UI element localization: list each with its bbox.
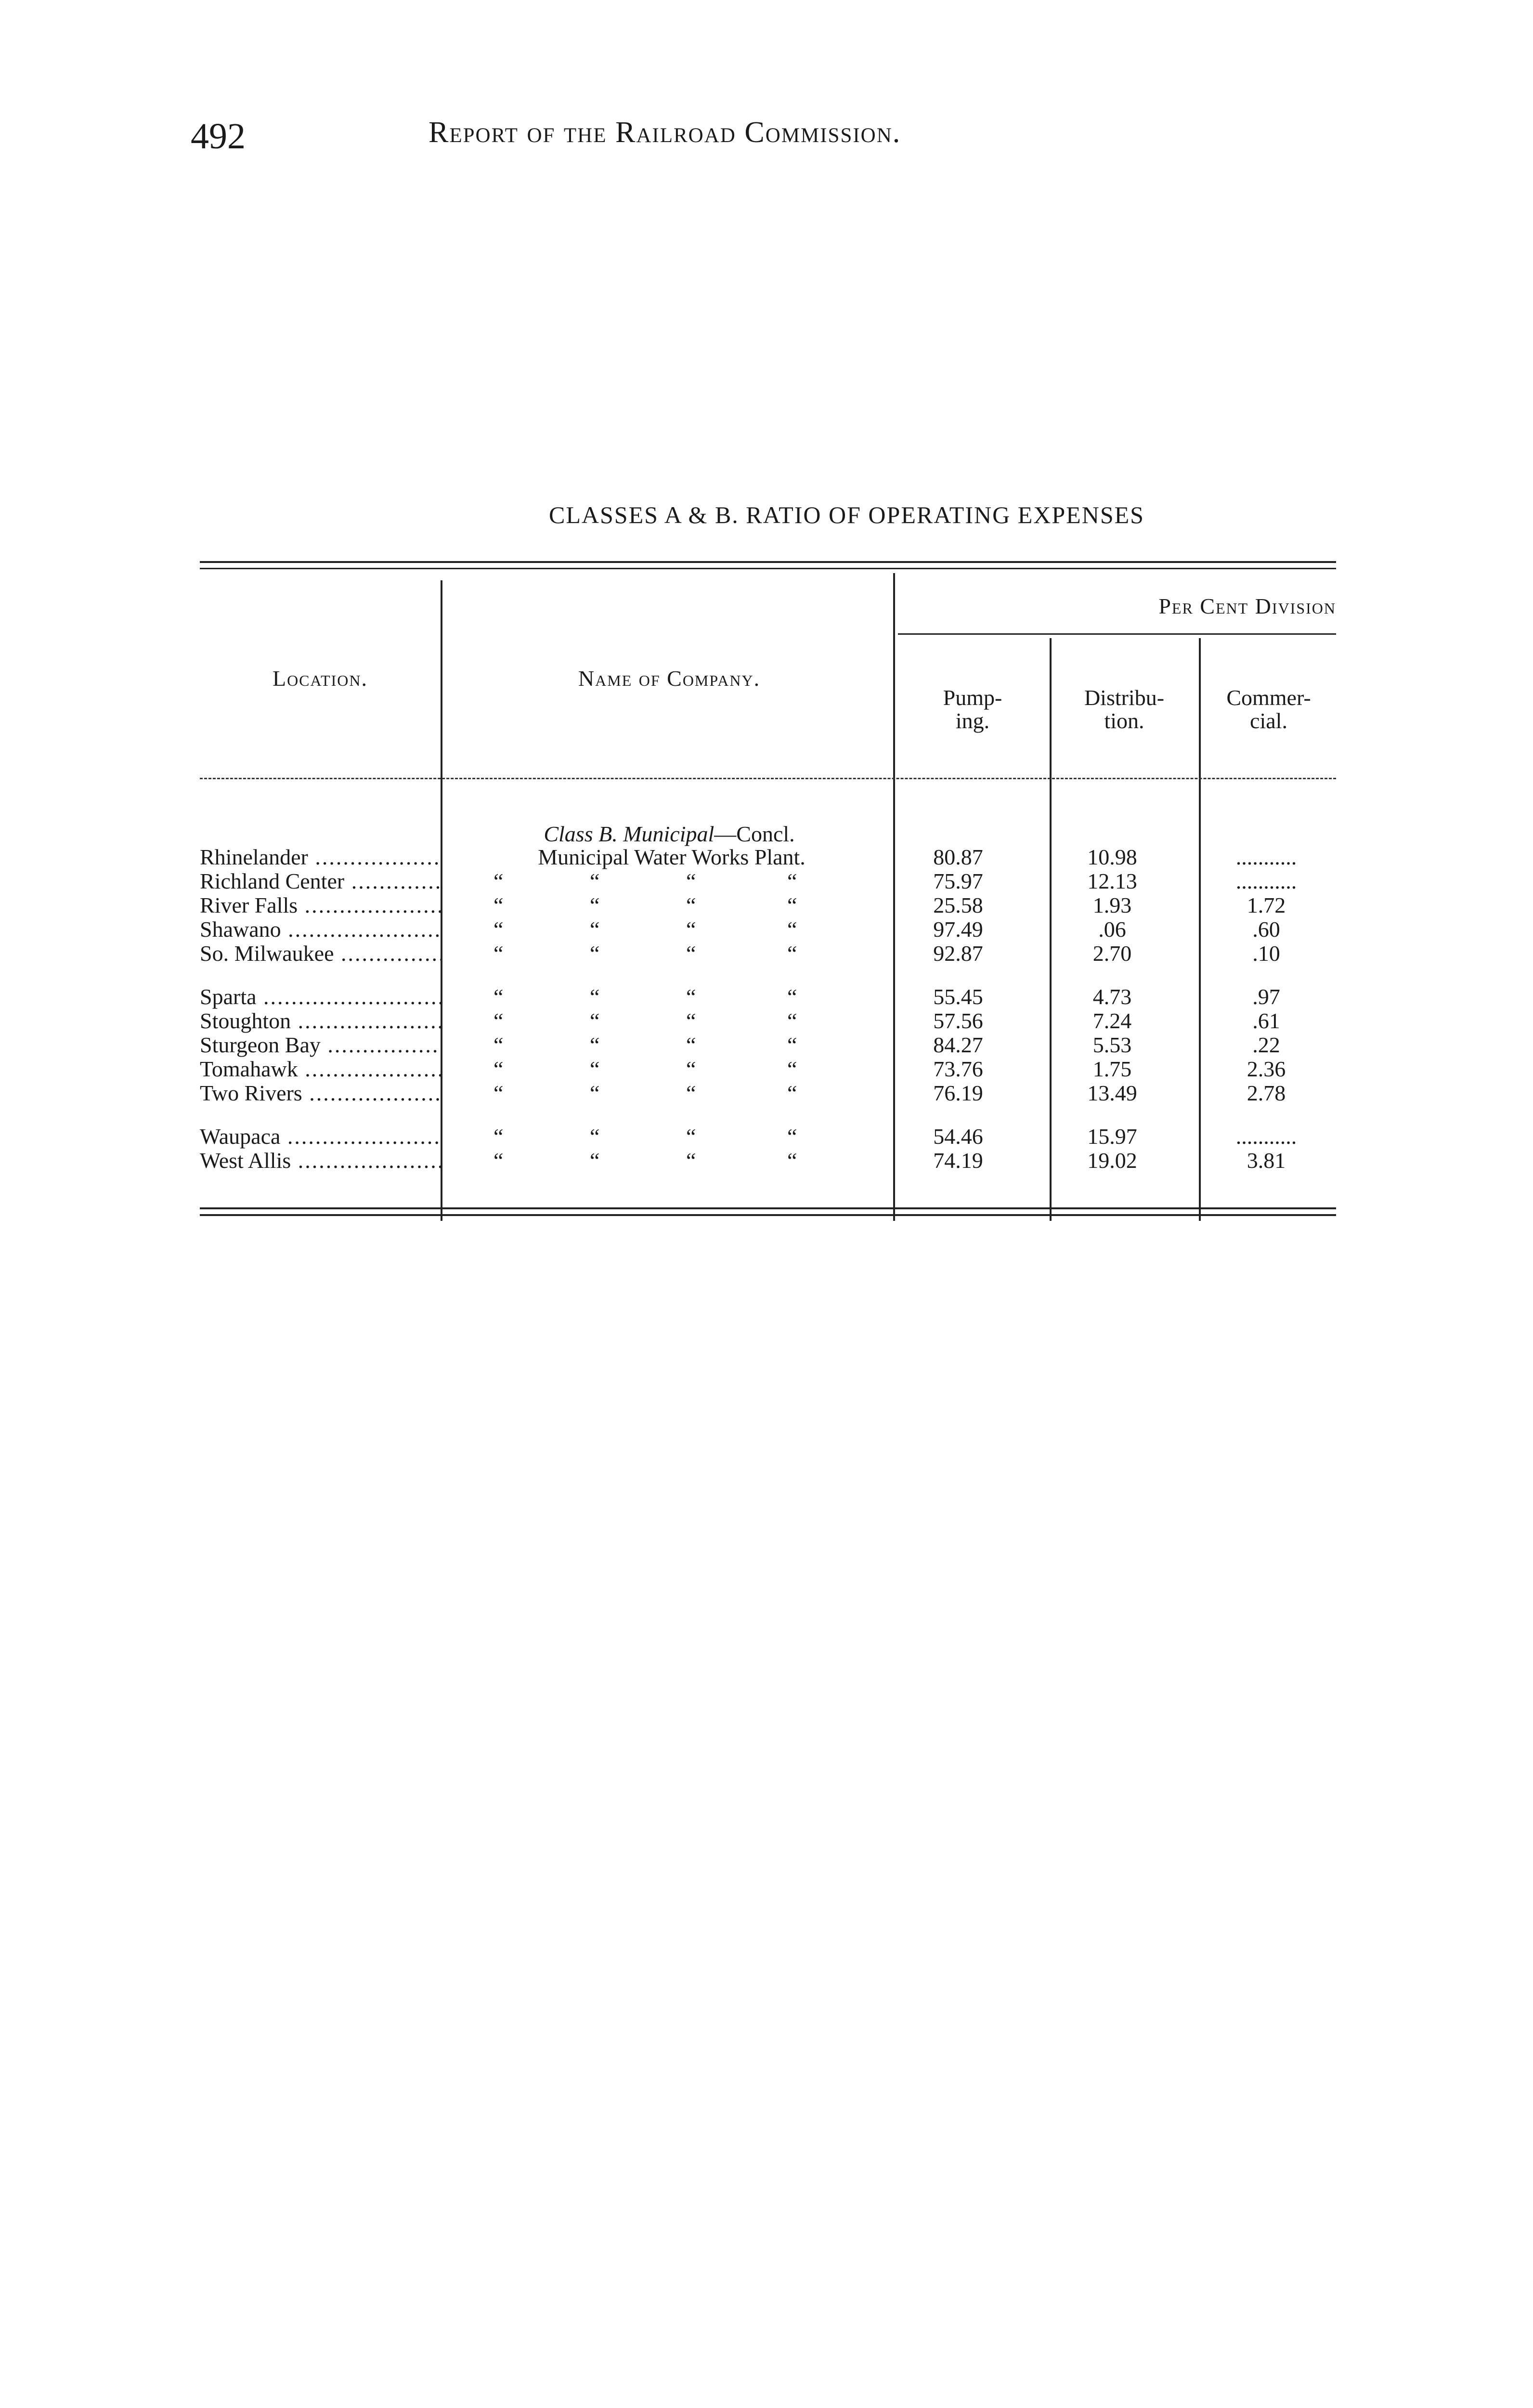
commercial-cell: 1.72 xyxy=(1247,893,1286,917)
ditto-mark: “ xyxy=(590,869,600,893)
table-row xyxy=(200,1081,1336,1105)
ditto-mark: “ xyxy=(787,917,797,942)
commercial-cell: ........... xyxy=(1235,845,1297,869)
commercial-cell: 2.78 xyxy=(1247,1081,1286,1105)
location-cell: Sturgeon Bay ..... xyxy=(200,1033,441,1057)
company-cell: Municipal Water Works Plant. xyxy=(538,845,805,869)
commercial-cell: 2.36 xyxy=(1247,1057,1286,1081)
location-cell: Sparta ..... xyxy=(200,985,441,1009)
location-cell: Richland Center ..... xyxy=(200,869,441,893)
table-title: CLASSES A & B. RATIO OF OPERATING EXPENSES xyxy=(549,501,1144,528)
location-cell: Stoughton ..... xyxy=(200,1009,441,1033)
ditto-mark: “ xyxy=(787,1057,797,1081)
ditto-mark: “ xyxy=(686,1057,696,1081)
commercial-cell: .60 xyxy=(1252,917,1280,942)
header-pumping: Pump- ing. xyxy=(943,685,1002,733)
commercial-cell: ........... xyxy=(1235,869,1297,893)
pumping-cell: 84.27 xyxy=(933,1033,983,1057)
pumping-cell: 75.97 xyxy=(933,869,983,893)
ditto-mark: “ xyxy=(590,893,600,917)
table-row xyxy=(200,1125,1336,1149)
ditto-mark: “ xyxy=(494,1081,504,1105)
pumping-cell: 25.58 xyxy=(933,893,983,917)
ditto-mark: “ xyxy=(494,1148,504,1173)
ditto-mark: “ xyxy=(787,984,797,1009)
distribution-cell: 15.97 xyxy=(1087,1124,1137,1149)
ditto-mark: “ xyxy=(787,1148,797,1173)
distribution-cell: 10.98 xyxy=(1087,845,1137,869)
location-cell: Tomahawk ..... xyxy=(200,1057,441,1081)
class-heading xyxy=(445,821,893,847)
ditto-mark: “ xyxy=(590,1148,600,1173)
ditto-mark: “ xyxy=(686,917,696,942)
header-location: Location. xyxy=(272,666,368,691)
distribution-cell: 1.75 xyxy=(1092,1057,1132,1081)
top-rule-2 xyxy=(200,568,1336,569)
pumping-cell: 74.19 xyxy=(933,1148,983,1173)
ditto-mark: “ xyxy=(494,941,504,966)
pumping-cell: 55.45 xyxy=(933,984,983,1009)
ditto-mark: “ xyxy=(590,1008,600,1033)
distribution-cell: 1.93 xyxy=(1092,893,1132,917)
expense-ratio-table xyxy=(200,561,1336,1226)
ditto-mark: “ xyxy=(787,893,797,917)
top-rule-1 xyxy=(200,561,1336,563)
ditto-mark: “ xyxy=(686,1148,696,1173)
location-cell: River Falls ..... xyxy=(200,893,441,917)
distribution-cell: 19.02 xyxy=(1087,1148,1137,1173)
header-bottom-rule xyxy=(200,778,1336,779)
ditto-mark: “ xyxy=(494,1057,504,1081)
ditto-mark: “ xyxy=(590,1033,600,1057)
commercial-cell: .22 xyxy=(1252,1033,1280,1057)
distribution-cell: 13.49 xyxy=(1087,1081,1137,1105)
ditto-mark: “ xyxy=(686,1124,696,1149)
location-cell: Shawano ..... xyxy=(200,917,441,942)
ditto-mark: “ xyxy=(686,1033,696,1057)
class-heading-label: Class B. Municipal xyxy=(544,822,715,846)
distribution-cell: 5.53 xyxy=(1092,1033,1132,1057)
distribution-cell: 12.13 xyxy=(1087,869,1137,893)
ditto-mark: “ xyxy=(590,984,600,1009)
ditto-mark: “ xyxy=(787,869,797,893)
ditto-mark: “ xyxy=(787,1008,797,1033)
ditto-mark: “ xyxy=(494,893,504,917)
ditto-mark: “ xyxy=(590,917,600,942)
header-company: Name of Company. xyxy=(578,666,761,691)
commercial-cell: 3.81 xyxy=(1247,1148,1286,1173)
ditto-mark: “ xyxy=(494,869,504,893)
distribution-cell: .06 xyxy=(1098,917,1126,942)
ditto-mark: “ xyxy=(787,1124,797,1149)
table-row xyxy=(200,985,1336,1009)
class-heading-suffix: —Concl. xyxy=(714,822,795,846)
commercial-cell: .97 xyxy=(1252,984,1280,1009)
ditto-mark: “ xyxy=(494,984,504,1009)
header-distribution: Distribu- tion. xyxy=(1084,685,1165,733)
ditto-mark: “ xyxy=(590,1081,600,1105)
bottom-rule-2 xyxy=(200,1214,1336,1216)
ditto-mark: “ xyxy=(494,1124,504,1149)
header-per-cent-division: Per Cent Division xyxy=(1158,594,1336,618)
ditto-mark: “ xyxy=(590,1057,600,1081)
location-cell: Two Rivers ..... xyxy=(200,1081,441,1105)
ditto-mark: “ xyxy=(787,1081,797,1105)
bottom-rule-1 xyxy=(200,1207,1336,1209)
ditto-mark: “ xyxy=(686,1008,696,1033)
ditto-mark: “ xyxy=(787,1033,797,1057)
table-row xyxy=(200,917,1336,942)
location-cell: West Allis ..... xyxy=(200,1149,441,1173)
table-row xyxy=(200,893,1336,917)
ditto-mark: “ xyxy=(494,1033,504,1057)
pumping-cell: 73.76 xyxy=(933,1057,983,1081)
ditto-mark: “ xyxy=(686,869,696,893)
pumping-cell: 80.87 xyxy=(933,845,983,869)
pumping-cell: 57.56 xyxy=(933,1008,983,1033)
table-row xyxy=(200,1033,1336,1057)
commercial-cell: .10 xyxy=(1252,941,1280,966)
running-head: Report of the Railroad Commission. xyxy=(429,116,901,149)
header-commercial: Commer- cial. xyxy=(1226,685,1311,733)
location-cell: Rhinelander ..... xyxy=(200,845,441,869)
ditto-mark: “ xyxy=(494,917,504,942)
ditto-mark: “ xyxy=(590,941,600,966)
ditto-mark: “ xyxy=(590,1124,600,1149)
table-row xyxy=(200,1009,1336,1033)
table-row xyxy=(200,869,1336,893)
pumping-cell: 97.49 xyxy=(933,917,983,942)
distribution-cell: 7.24 xyxy=(1092,1008,1132,1033)
ditto-mark: “ xyxy=(686,984,696,1009)
per-cent-rule xyxy=(898,633,1336,635)
commercial-cell: ........... xyxy=(1235,1124,1297,1149)
pumping-cell: 54.46 xyxy=(933,1124,983,1149)
commercial-cell: .61 xyxy=(1252,1008,1280,1033)
ditto-mark: “ xyxy=(686,941,696,966)
location-cell: Waupaca ..... xyxy=(200,1125,441,1149)
ditto-mark: “ xyxy=(686,1081,696,1105)
distribution-cell: 2.70 xyxy=(1092,941,1132,966)
table-row xyxy=(200,1057,1336,1081)
ditto-mark: “ xyxy=(494,1008,504,1033)
location-cell: So. Milwaukee ..... xyxy=(200,942,441,966)
table-row xyxy=(200,1149,1336,1173)
pumping-cell: 92.87 xyxy=(933,941,983,966)
ditto-mark: “ xyxy=(787,941,797,966)
page-number: 492 xyxy=(191,116,246,157)
table-row xyxy=(200,942,1336,966)
pumping-cell: 76.19 xyxy=(933,1081,983,1105)
ditto-mark: “ xyxy=(686,893,696,917)
table-row xyxy=(200,845,1336,869)
distribution-cell: 4.73 xyxy=(1092,984,1132,1009)
